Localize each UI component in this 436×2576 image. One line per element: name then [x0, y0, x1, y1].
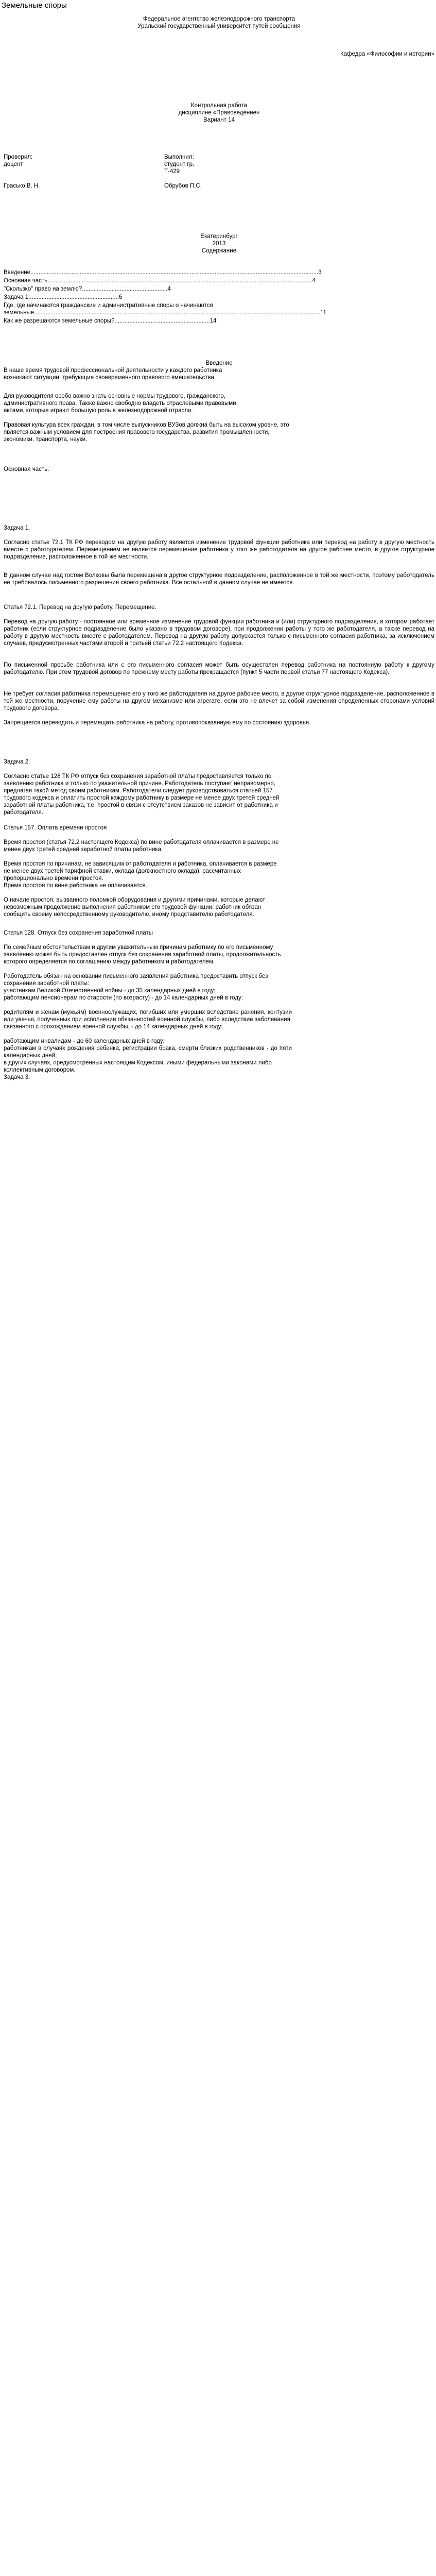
task2-paragraph-3: Время простоя по причинам, не зависящим от работодателя и работника, оплачивается в размере не менее двух третей тарифной ставки, оклада (должностного оклада), рассчитанных пропорционально времени простоя.: [4, 861, 277, 882]
task1-heading: Задача 1.: [4, 525, 30, 531]
toc-item-resolution[interactable]: Как же разрешаются земельные споры?..........................................................14: [4, 318, 217, 324]
task2-paragraph-8: участникам Великой Отечественной войны - до 35 календарных дней в году;: [4, 988, 216, 994]
task1-paragraph-5: Не требует согласия работника перемещение его у того же работодателя на другое рабочее место, в другое структурное подразделение, расположенное в той же местности, поручение ему работы на другом механизме или агрегате, если это не влечет за собой изменения определенных сторонами условий трудового договора.: [4, 691, 434, 711]
task1-paragraph-3: Перевод на другую работу - постоянное или временное изменение трудовой функции работника и (или) структурного подразделения, в котором работает работник (если структурное подразделение было указано в трудовом договоре), при продолжении работы у того же работодателя, а также перевод на работу в другую местность вместе с работодателем. Перевод на другую работу допускается только с письменного согласия работника, за исключением случаев, предусмотренных частями второй и третьей статьи 72.2 настоящего Кодекса.: [4, 619, 434, 647]
checker-name: Грасько В. Н.: [4, 183, 40, 189]
task2-paragraph-7: Работодатель обязан на основании письменного заявления работника предоставить отпуск без сохранения заработной платы:: [4, 973, 268, 987]
task3-heading: Задача 3.: [4, 1074, 30, 1080]
task2-statute-157: Статья 157. Оплата времени простоя: [4, 825, 107, 831]
year: 2013: [212, 241, 226, 247]
agency-line: Федеральное агентство железнодорожного транспорта: [143, 16, 295, 22]
intro-heading: Введение: [205, 360, 233, 366]
task2-paragraph-13: в других случаях, предусмотренных настоящим Кодексом, иными федеральными законами либо коллективным договором.: [4, 1060, 272, 1073]
student-title: студент гр.: [164, 161, 195, 167]
task1-paragraph-4: По письменной просьбе работника или с его письменного согласия может быть осуществлен перевод работника на постоянную работу к другому работодателю. При этом трудовой договор по прежнему месту работы прекращается (пункт 5 части первой статьи 77 настоящего Кодекса).: [4, 662, 434, 675]
task2-paragraph-4: Время простоя по вине работника не оплачивается.: [4, 883, 147, 889]
group-number: Т-429: [164, 168, 180, 175]
intro-paragraph-3: Правовая культура всех граждан, в том числе выпускников ВУЗов должна быть на высоком уровне, это является важным условием для построения правового государства, развития промышленности, экономики, транспорта, науки.: [4, 422, 289, 443]
student-name: Обрубов П.С.: [164, 183, 202, 189]
main-heading: Основная часть.: [4, 466, 49, 472]
task2-heading: Задача 2.: [4, 759, 30, 765]
task2-paragraph-11: работающим инвалидам - до 60 календарных дней в году;: [4, 1038, 165, 1044]
task1-statute-title: Статья 72.1. Перевод на другую работу. Перемещение.: [4, 604, 156, 611]
toc-item-main[interactable]: Основная часть.................................................................................................................................................................4: [4, 278, 316, 284]
toc-item-task1[interactable]: Задача 1.......................................................6: [4, 294, 123, 300]
task2-paragraph-2: Время простоя (статья 72.2 настоящего Кодекса) по вине работодателя оплачивается в размере не менее двух третей средней заработной платы работника.: [4, 839, 279, 853]
intro-paragraph-1: В наше время трудовой профессиональной деятельности у каждого работника возникают ситуации, требующие своевременного правового вмешательства.: [4, 367, 222, 381]
task2-statute-128: Статья 128. Отпуск без сохранения заработной платы: [4, 930, 153, 936]
task1-paragraph-2: В данном случае над гостем Волковы была перемещена в другое структурное подразделение, расположенное в той же местности, поэтому работодатель не требовалось письменного разрешения своего работника. Все остальной в данном случае не имеется.: [4, 572, 434, 586]
document-title: Земельные споры: [2, 1, 67, 10]
toc-item-land-right[interactable]: "Скользко" право на землю?....................................................4: [4, 286, 171, 292]
toc-item-disputes-cont[interactable]: земельные..............................................................................................................................................................................11: [4, 310, 327, 316]
toc-item-disputes[interactable]: Где, где начинаются гражданские и административные споры о начинаются: [4, 302, 213, 309]
task1-paragraph-6: Запрещается переводить и перемещать работника на работу, противопоказанную ему по состоянию здоровья.: [4, 720, 311, 726]
task1-paragraph-1: Согласно статье 72.1 ТК РФ переводом на другую работу является изменение трудовой функции работника или перевод на работу в другую местность вместе с работодателем. Перемещением не является перемещение работника у того же работодателя на другое рабочее место, в другое структурное подразделение, расположенное в той же местности.: [4, 539, 434, 560]
variant: Вариант 14: [203, 117, 235, 123]
contents-heading: Содержание: [201, 248, 237, 254]
task2-paragraph-10: родителям и женам (мужьям) военнослужащих, погибших или умерших вследствие ранения, контузии или увечья, полученных при исполнении обязанностей военной службы, либо вследствие заболевания, связанного с прохождением военной службы, - до 14 календарных дней в году;: [4, 1009, 292, 1030]
performed-label: Выполнил:: [164, 154, 194, 160]
checker-title: доцент: [4, 161, 23, 167]
task2-paragraph-12: работникам в случаях рождения ребенка, регистрации брака, смерти близких родственников - до пяти календарных дней;: [4, 1045, 292, 1059]
checked-label: Проверил:: [4, 154, 33, 160]
discipline: дисциплинe «Правоведение»: [178, 110, 260, 116]
work-kind: Контрольная работа: [190, 103, 248, 109]
city: Екатеринбург: [200, 233, 238, 240]
intro-paragraph-2: Для руководителя особо важно знать основные нормы трудового, гражданского, административного права. Также важно свободно владеть отраслевыми правовыми актами, которые играют большую роль в железнодорожной отрасли.: [4, 393, 236, 414]
university-line: Уральский государственный университет путей сообщения: [137, 23, 301, 29]
toc-item-intro[interactable]: Введение...............................................................................................................................................................................3: [4, 269, 322, 276]
task2-paragraph-1: Согласно статье 128 ТК РФ отпуск без сохранения заработной платы предоставляется только по заявлению работника и только по уважительной причине. Работодатель поступает неправомерно, предлагая такой метод своим работникам. Работодатели следует руководствоваться статьей 157 трудового кодекса и оплатить простой каждому работнику в размере не менее двух третей средней заработной платы работника, т.е. простой в связи с отсутствием заказов не зависит от работника и работодателя.: [4, 773, 280, 816]
task2-paragraph-5: О начале простоя, вызванного поломкой оборудования и другими причинами, которые делают невозможным продолжение выполнения работником его трудовой функции, работник обязан сообщить своему непосредственному руководителю, иному представителю работодателя.: [4, 897, 266, 918]
task2-paragraph-6: По семейным обстоятельствам и другим уважительным причинам работнику по его письменному заявлению может быть предоставлен отпуск без сохранения заработной платы, продолжительность которого определяется по соглашению между работником и работодателем.: [4, 944, 281, 965]
task2-paragraph-9: работающим пенсионерам по старости (по возрасту) - до 14 календарных дней в году;: [4, 995, 243, 1001]
department-line: Кафедра «Философии и истории»: [340, 51, 434, 57]
